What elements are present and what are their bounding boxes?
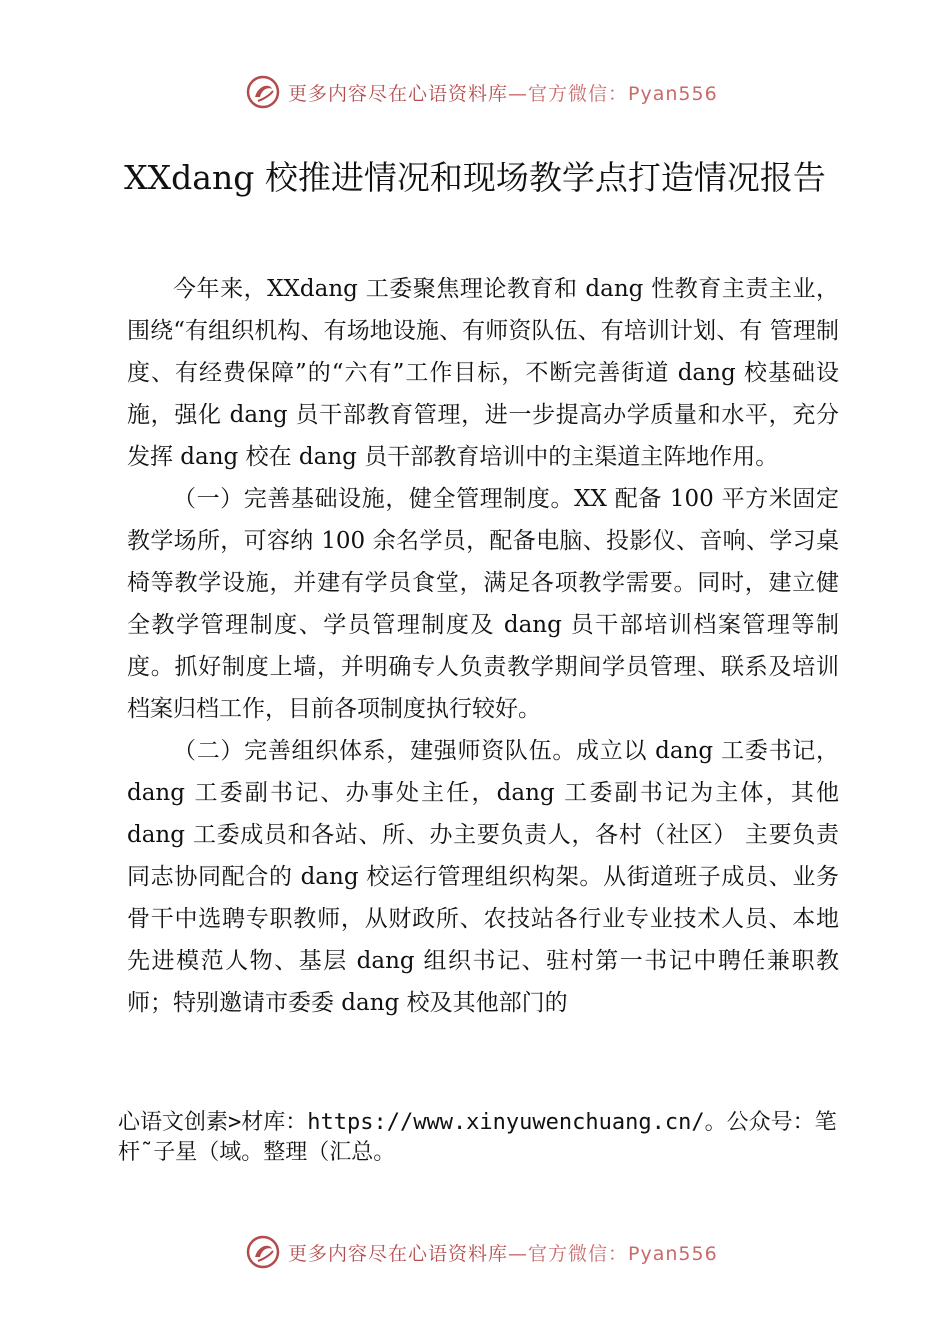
source-note: 心语文创素>材库：https://www.xinyuwenchuang.cn/。公众号：笔杆˜子星（域。整理（汇总。 [118, 1110, 837, 1165]
banner-wechat-label: 官方微信： [528, 1242, 629, 1265]
paragraph-section-2: （二）完善组织体系，建强师资队伍。成立以 dang 工委书记，dang 工委副书记、办事处主任，dang 工委副书记为主体，其他 dang 工委成员和各站、所、办主要负责人，各村（社区） 主要负责同志协同配合的 dang 校运行管理组织构架。从街道班子成员、业务骨干中选聘专职教师，从财政所、农技站各行业专业技术人员、本地先进模范人物、基层 dang 组织书记、驻村第一书记中聘任兼职教师；特别邀请市委委 dang 校及其他部门的 [127, 738, 839, 1016]
banner-wechat-id: Pyan556 [628, 1242, 718, 1265]
banner-dash: — [508, 1242, 529, 1265]
banner-content [246, 72, 718, 112]
swirl-logo-icon [246, 1235, 280, 1269]
header-banner [0, 72, 950, 112]
document-body [127, 268, 839, 1024]
banner-wechat-id: Pyan556 [628, 82, 718, 105]
banner-text [288, 79, 718, 106]
document-title: XXdang 校推进情况和现场教学点打造情况报告 [124, 158, 826, 197]
paragraph-section-1: （一）完善基础设施，健全管理制度。XX 配备 100 平方米固定教学场所，可容纳 100 余名学员，配备电脑、投影仪、音响、学习桌椅等教学设施，并建有学员食堂，满足各项教学需要。同时，建立健全教学管理制度、学员管理制度及 dang 员干部培训档案管理等制度。抓好制度上墙，并明确专人负责教学期间学员管理、联系及培训档案归档工作，目前各项制度执行较好。 [127, 486, 839, 722]
footer-banner [0, 1232, 950, 1272]
banner-content-bottom [246, 1232, 718, 1272]
banner-text-bottom [288, 1239, 718, 1266]
banner-wechat-label: 官方微信： [528, 82, 629, 105]
banner-main-text: 更多内容尽在心语资料库 [288, 1242, 509, 1265]
banner-dash: — [508, 82, 529, 105]
paragraph-intro: 今年来，XXdang 工委聚焦理论教育和 dang 性教育主责主业，围绕“有组织机构、有场地设施、有师资队伍、有培训计划、有 管理制度、有经费保障”的“六有”工作目标，不断完善街道 dang 校基础设施，强化 dang 员干部教育管理，进一步提高办学质量和水平，充分发挥 dang 校在 dang 员干部教育培训中的主渠道主阵地作用。 [127, 276, 839, 470]
swirl-logo-icon [246, 75, 280, 109]
banner-main-text: 更多内容尽在心语资料库 [288, 82, 509, 105]
